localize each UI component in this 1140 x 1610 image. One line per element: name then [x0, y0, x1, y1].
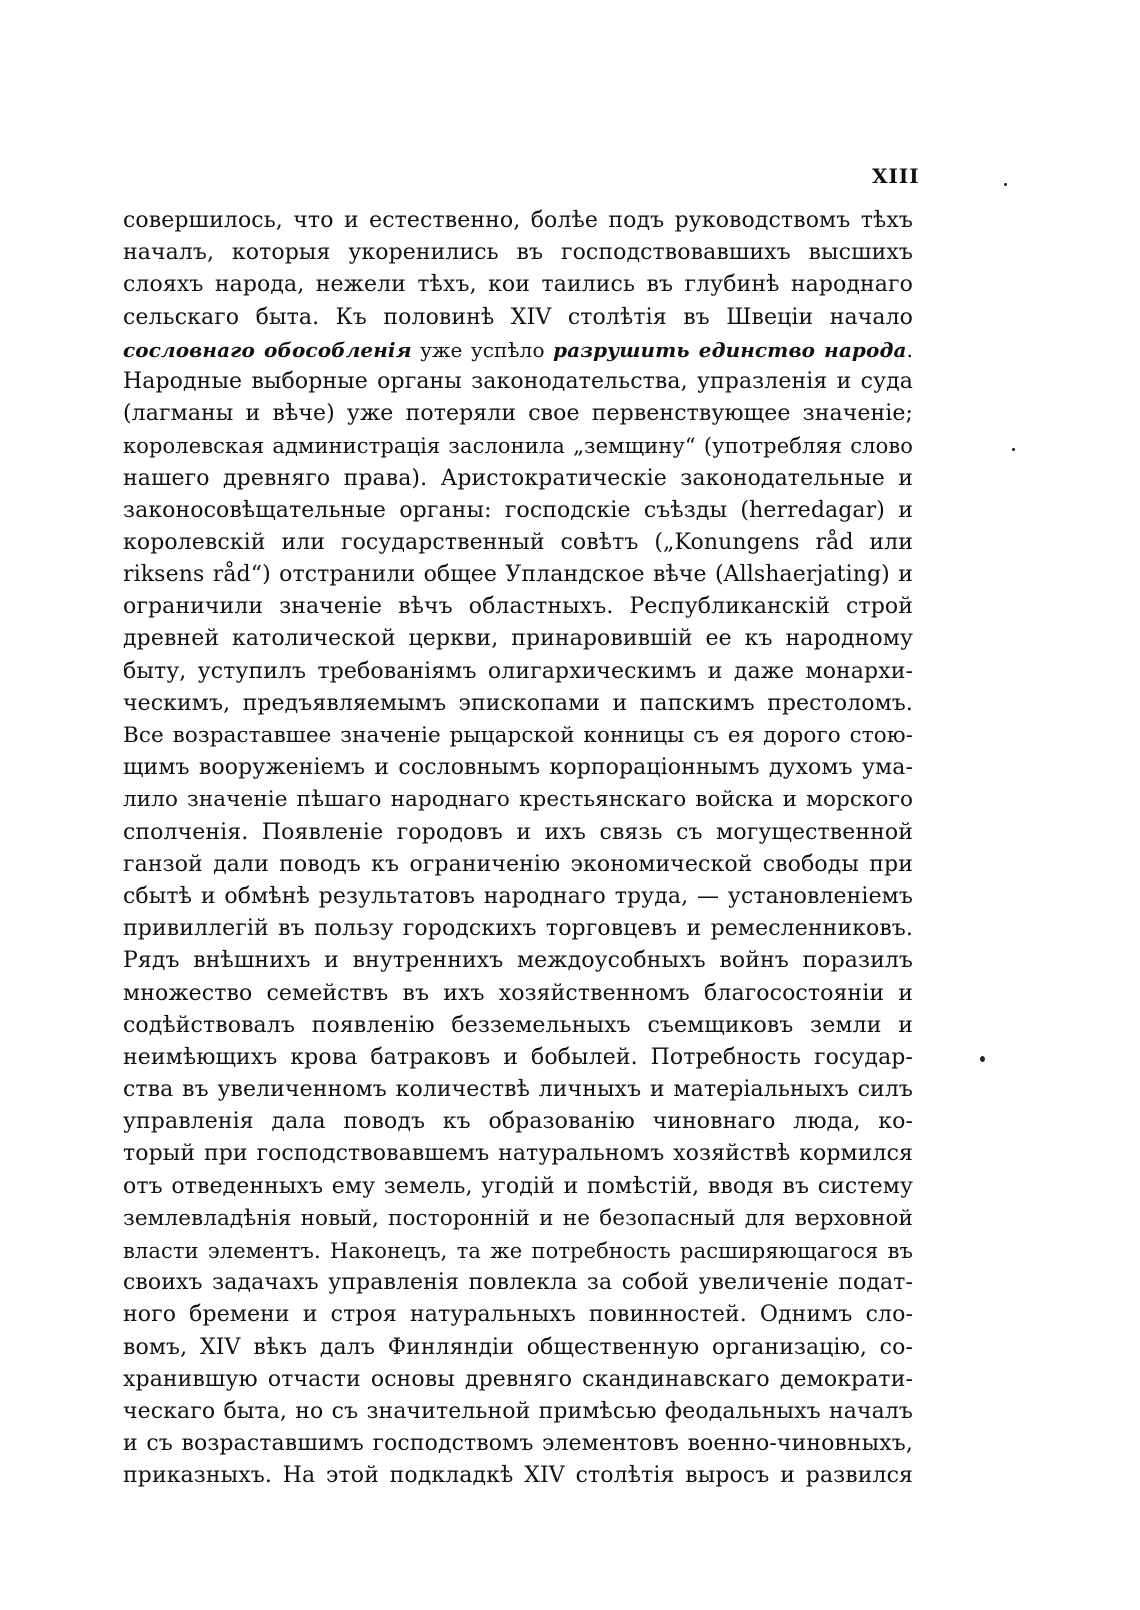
text-line [123, 656, 913, 688]
text-segment: ства въ увеличенномъ количествѣ личныхъ и матеріальныхъ силъ [123, 1077, 913, 1103]
text-line [123, 1299, 913, 1331]
body-text [123, 205, 913, 1493]
text-line [123, 913, 913, 945]
text-segment: древней католической церкви, принаровившій ее къ народному [123, 626, 913, 652]
text-line [123, 978, 913, 1010]
text-segment: ного бремени и строя натуральныхъ повинностей. Однимъ сло- [123, 1302, 913, 1328]
text-segment: слояхъ народа, нежели тѣхъ, кои таились въ глубинѣ народнаго [123, 272, 913, 298]
text-segment: содѣйствовалъ появленію безземельныхъ съемщиковъ земли и [123, 1012, 913, 1038]
text-segment: совершилось, что и естественно, болѣе подъ руководствомъ тѣхъ [123, 208, 913, 233]
text-segment: Народные выборные органы законодательства, упразленія и суда [123, 368, 913, 394]
text-segment: торый при господствовавшемъ натуральномъ хозяйствѣ кормился [123, 1141, 913, 1167]
text-segment: ограничили значеніе вѣчъ областныхъ. Республиканскій строй [123, 594, 913, 620]
text-segment: законосовѣщательные органы: господскіе съѣзды (herredagar) и [123, 497, 913, 523]
text-line [123, 1235, 913, 1267]
text-segment: (лагманы и вѣче) уже потеряли свое первенствующее значеніе; [123, 401, 913, 427]
text-segment: неимѣющихъ крова батраковъ и бобылей. Потребность государ- [123, 1044, 913, 1070]
text-segment: ческаго быта, но съ значительной примѣсью феодальныхъ началъ [123, 1398, 913, 1424]
text-line [123, 881, 913, 913]
text-line [123, 1332, 913, 1364]
scan-speck [980, 1056, 985, 1062]
text-line [123, 720, 913, 752]
text-segment: множество семействъ въ ихъ хозяйственномъ благосостояніи и [123, 980, 913, 1006]
text-line [123, 237, 913, 269]
text-line [123, 463, 913, 495]
text-line [123, 817, 913, 849]
text-line [123, 1460, 913, 1492]
text-line [123, 1364, 913, 1396]
text-line [123, 334, 913, 366]
text-line [123, 1010, 913, 1042]
text-line [123, 945, 913, 977]
text-line [123, 559, 913, 591]
text-line [123, 366, 913, 398]
text-line [123, 1171, 913, 1203]
text-segment: ганзой дали поводъ къ ограниченію экономической свободы при [123, 851, 913, 877]
text-segment: Все возраставшее значеніе рыцарской конницы съ ея дорого стою- [123, 723, 913, 748]
text-line [123, 591, 913, 623]
text-segment: щимъ вооруженіемъ и сословнымъ корпораціоннымъ духомъ ума- [123, 755, 913, 781]
text-segment: сельскаго быта. Къ половинѣ XIV столѣтія въ Швеціи начало [123, 304, 913, 330]
text-segment: привиллегій въ пользу городскихъ торговцевъ и ремесленниковъ. [123, 916, 913, 942]
italic-phrase: сословнаго обособленія [123, 337, 412, 362]
text-line [123, 269, 913, 301]
text-line [123, 527, 913, 559]
text-segment: уже успѣло [411, 337, 554, 362]
text-segment: землевладѣнія новый, посторонній и не безопасный для верховной [123, 1205, 913, 1231]
text-segment: хранившую отчасти основы древняго скандинавскаго демократи- [123, 1366, 913, 1392]
text-line [123, 302, 913, 334]
italic-phrase: разрушить единство народа [553, 337, 907, 362]
text-line [123, 1106, 913, 1138]
text-line [123, 849, 913, 881]
text-segment: началъ, которыя укоренились въ господствовавшихъ высшихъ [123, 240, 913, 266]
text-line [123, 1203, 913, 1235]
text-line [123, 495, 913, 527]
text-line [123, 398, 913, 430]
text-segment: своихъ задачахъ управленія повлекла за собой увеличеніе подат- [123, 1270, 913, 1296]
text-line [123, 1074, 913, 1106]
text-line [123, 623, 913, 655]
text-segment: riksens råd“) отстранили общее Упландское вѣче (Allshaerjating) и [123, 562, 913, 588]
text-segment: лило значеніе пѣшаго народнаго крестьянскаго войска и морского [123, 787, 913, 813]
text-segment: власти элементъ. Наконецъ, та же потребность расширяющагося въ [123, 1239, 913, 1263]
text-line [123, 1267, 913, 1299]
text-line [123, 205, 913, 237]
scan-speck [1004, 183, 1007, 186]
text-line [123, 784, 913, 816]
text-line [123, 1396, 913, 1428]
text-segment: быту, уступилъ требованіямъ олигархическимъ и даже монархи- [123, 658, 913, 684]
text-line [123, 430, 913, 462]
scan-speck [1012, 448, 1015, 451]
text-segment: нашего древняго права). Аристократическіе законодательные и [123, 465, 913, 491]
text-segment: и съ возраставшимъ господствомъ элементовъ военно-чиновныхъ, [123, 1431, 913, 1457]
page-number: XIII [872, 164, 920, 188]
text-line [123, 1042, 913, 1074]
text-line [123, 752, 913, 784]
text-segment: управленія дала поводъ къ образованію чиновнаго люда, ко- [123, 1109, 913, 1135]
text-segment: сбытѣ и обмѣнѣ результатовъ народнаго труда, — установленіемъ [123, 883, 913, 909]
text-segment: вомъ, XIV вѣкъ далъ Финляндіи общественную организацію, со- [123, 1334, 913, 1360]
text-segment: королевская администрація заслонила „земщину“ (употребляя слово [123, 434, 913, 459]
text-line [123, 1138, 913, 1170]
text-segment: отъ отведенныхъ ему земель, угодій и помѣстій, вводя въ систему [123, 1173, 913, 1199]
text-segment: ческимъ, предъявляемымъ эпископами и папскимъ престоломъ. [123, 690, 913, 716]
text-line [123, 1428, 913, 1460]
text-segment: . [906, 337, 913, 362]
text-segment: королевскій или государственный совѣтъ („Konungens råd или [123, 529, 913, 555]
text-segment: Рядъ внѣшнихъ и внутреннихъ междоусобныхъ войнъ поразилъ [123, 948, 913, 974]
text-line [123, 688, 913, 720]
text-segment: сполченія. Появленіе городовъ и ихъ связь съ могущественной [123, 819, 913, 845]
text-segment: приказныхъ. На этой подкладкѣ XIV столѣтія выросъ и развился [123, 1463, 913, 1489]
